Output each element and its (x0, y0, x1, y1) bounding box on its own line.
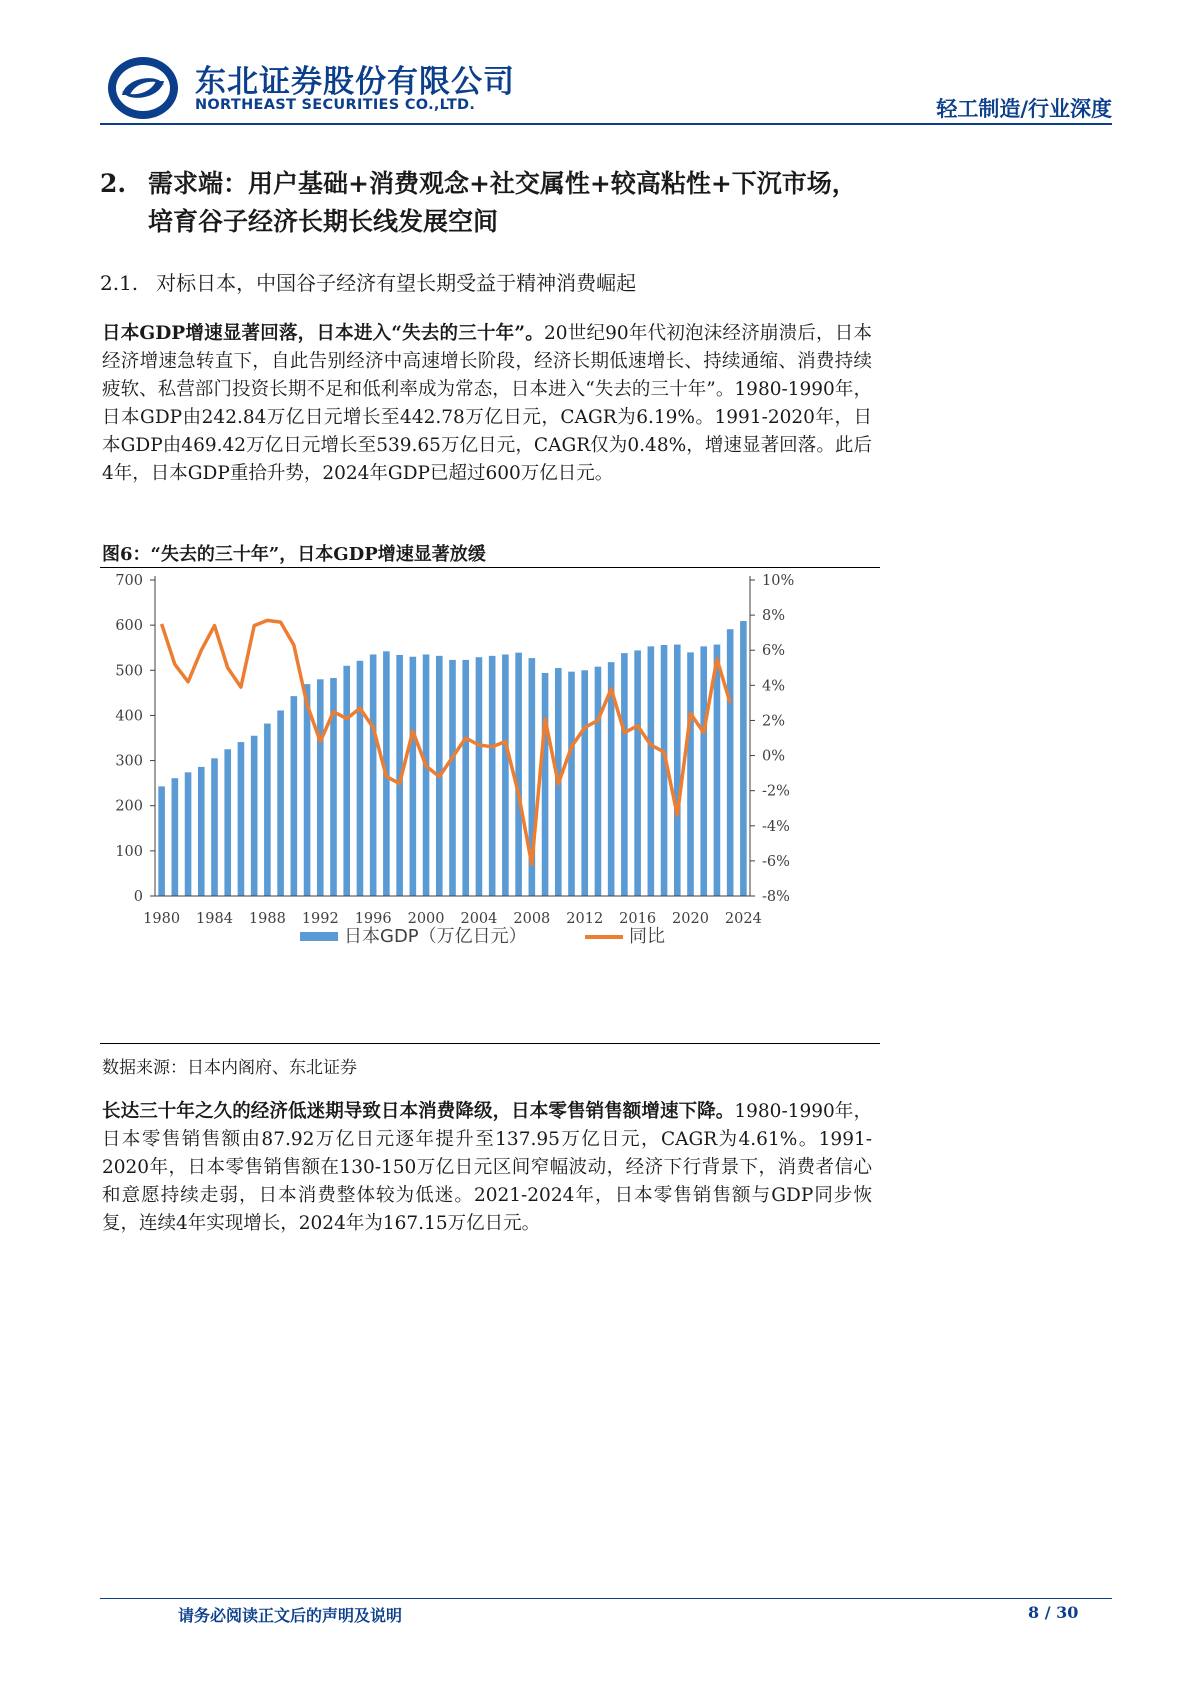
right-tick-label: -8% (762, 889, 790, 905)
gdp-bar-1996 (370, 654, 377, 896)
right-tick-label: 2% (762, 713, 786, 730)
right-tick-label: 4% (762, 678, 786, 695)
left-tick-label: 100 (115, 843, 143, 860)
gdp-bar-1992 (317, 679, 324, 896)
figure-bottom-rule (100, 1043, 880, 1044)
gdp-bar-1988 (264, 724, 271, 896)
subsection-number: 2.1. (100, 271, 139, 295)
gdp-bar-2023 (727, 629, 734, 896)
right-tick-label: -2% (762, 783, 790, 800)
subsection-title: 对标日本，中国谷子经济有望长期受益于精神消费崛起 (156, 271, 637, 295)
x-tick-label: 2000 (407, 911, 445, 927)
page-number: 8 / 30 (1028, 1603, 1079, 1622)
body-paragraph (102, 320, 872, 488)
paragraph-text: 20世纪90年代初泡沫经济崩溃后，日本经济增速急转直下，自此告别经济中高速增长阶段，经济长期低速增长、持续通缩、消费持续疲软、私营部门投资长期不足和低利率成为常态，日本进入“失去的三十年”。1980-1990年，日本GDP由242.84万亿日元增长至442.78万亿日元，CAGR为6.19%。1991-2020年，日本GDP由469.42万亿日元增长至539.65万亿日元，CAGR仅为0.48%，增速显著回落。此后4年，日本GDP重拾升势，2024年GDP已超过600万亿日元。 (102, 323, 872, 484)
section-title: 需求端：用户基础+消费观念+社交属性+较高粘性+下沉市场，培育谷子经济长期长线发展空间 (148, 169, 857, 236)
left-tick-label: 200 (115, 798, 143, 815)
gdp-bar-1983 (198, 767, 205, 896)
header-divider (100, 123, 1112, 125)
gdp-bar-2022 (714, 645, 721, 896)
x-tick-label: 2024 (724, 911, 762, 927)
gdp-bar-2020 (687, 652, 694, 896)
right-tick-label: 0% (762, 748, 786, 765)
gdp-bar-1984 (211, 758, 218, 896)
company-name-en: NORTHEAST SECURITIES CO.,LTD. (195, 97, 476, 113)
left-tick-label: 0 (133, 889, 143, 905)
x-tick-label: 2020 (672, 911, 709, 927)
left-tick-label: 300 (115, 753, 143, 770)
gdp-bar-2003 (462, 660, 469, 896)
section-heading (100, 165, 880, 241)
x-tick-label: 2016 (619, 911, 657, 927)
gdp-bar-1995 (357, 661, 364, 896)
gdp-bar-2007 (515, 653, 522, 896)
gdp-bar-2024 (740, 621, 747, 896)
paragraph-lead: 长达三十年之久的经济低迷期导致日本消费降级，日本零售销售额增速下降。 (102, 1101, 735, 1122)
gdp-chart (100, 570, 880, 1040)
body-paragraph (102, 1098, 872, 1238)
gdp-bar-1987 (251, 736, 258, 896)
gdp-bar-2005 (489, 656, 496, 896)
gdp-bar-2006 (502, 654, 509, 896)
company-logo (106, 55, 180, 121)
x-tick-label: 1980 (143, 911, 181, 927)
gdp-bar-2000 (423, 654, 430, 896)
right-tick-label: -6% (762, 853, 790, 870)
x-tick-label: 1988 (248, 911, 286, 927)
right-tick-label: 8% (762, 608, 786, 625)
gdp-bar-2004 (476, 657, 483, 896)
legend-label-gdp: 日本GDP（万亿日元） (344, 926, 527, 947)
gdp-bar-2009 (542, 673, 549, 896)
left-tick-label: 500 (115, 663, 143, 680)
figure-title: 图6：“失去的三十年”，日本GDP增速显著放缓 (102, 544, 486, 565)
footer-disclaimer: 请务必阅读正文后的声明及说明 (178, 1606, 403, 1625)
figure-top-rule (100, 567, 880, 568)
gdp-bar-1981 (172, 778, 179, 896)
company-name-cn: 东北证券股份有限公司 (195, 64, 515, 100)
x-tick-label: 1992 (301, 911, 339, 927)
gdp-bar-1989 (277, 710, 284, 896)
paragraph-lead: 日本GDP增速显著回落，日本进入“失去的三十年”。 (102, 323, 544, 344)
gdp-bar-1985 (224, 749, 231, 896)
left-tick-label: 700 (115, 573, 143, 589)
left-tick-label: 400 (115, 708, 143, 725)
gdp-bar-1980 (158, 786, 165, 896)
gdp-bar-2017 (648, 646, 655, 896)
subsection-heading (100, 267, 636, 296)
left-tick-label: 600 (115, 618, 143, 635)
paragraph-text: 1980-1990年，日本零售销售额由87.92万亿日元逐年提升至137.95万亿日元，CAGR为4.61%。1991-2020年，日本零售销售额在130-150万亿日元区间窄幅波动，经济下行背景下，消费者信心和意愿持续走弱，日本消费整体较为低迷。2021-2024年，日本零售销售额与GDP同步恢复，连续4年实现增长，2024年为167.15万亿日元。 (102, 1101, 872, 1234)
x-tick-label: 2004 (460, 911, 498, 927)
gdp-bar-2015 (621, 653, 628, 896)
x-tick-label: 1996 (354, 911, 392, 927)
gdp-bar-1986 (238, 742, 245, 896)
legend-swatch-gdp (300, 932, 338, 941)
gdp-bar-2013 (595, 667, 602, 896)
footer-divider (100, 1598, 1112, 1599)
report-type: 轻工制造/行业深度 (936, 97, 1112, 121)
section-number: 2. (100, 169, 127, 198)
gdp-bar-1994 (343, 666, 350, 896)
gdp-bar-2019 (674, 645, 681, 896)
gdp-bar-2012 (581, 670, 588, 896)
yoy-growth-line (162, 620, 731, 864)
x-tick-label: 2012 (566, 911, 604, 927)
gdp-bar-1982 (185, 772, 192, 896)
right-tick-label: 10% (762, 573, 795, 589)
gdp-bar-1990 (291, 696, 298, 896)
x-tick-label: 2008 (513, 911, 551, 927)
gdp-bar-2016 (634, 650, 641, 896)
gdp-bar-2011 (568, 672, 575, 896)
x-tick-label: 1984 (196, 911, 233, 927)
gdp-bar-2002 (449, 660, 456, 896)
figure-source: 数据来源：日本内阁府、东北证券 (102, 1058, 357, 1078)
gdp-bar-2021 (700, 646, 707, 896)
gdp-bar-1999 (410, 657, 417, 896)
right-tick-label: 6% (762, 643, 786, 660)
right-tick-label: -4% (762, 818, 790, 835)
legend-label-yoy: 同比 (629, 926, 665, 947)
